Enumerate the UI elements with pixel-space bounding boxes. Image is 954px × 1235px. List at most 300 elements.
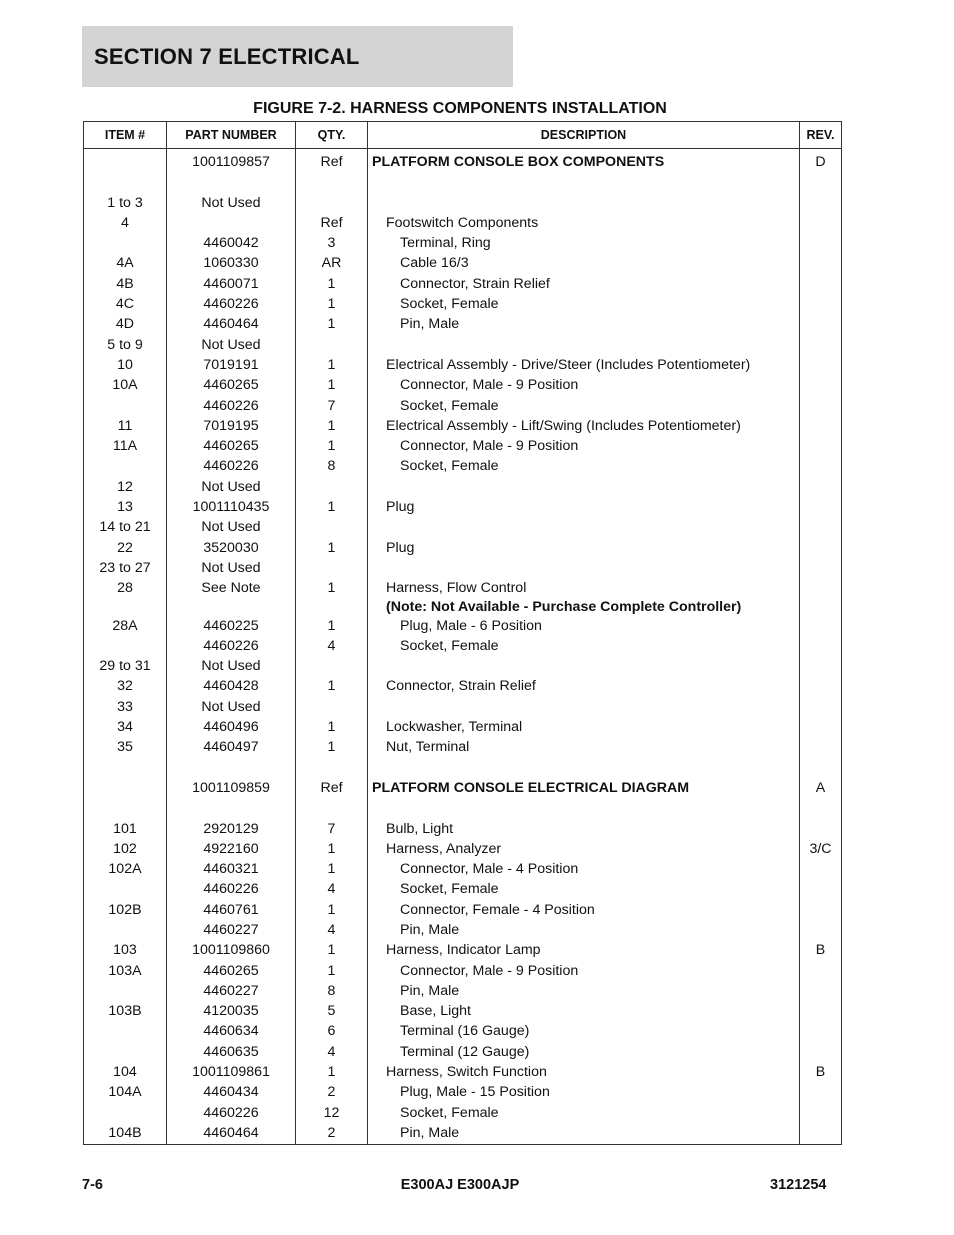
qty-cell: 1	[296, 717, 368, 737]
description-cell: Pin, Male	[368, 920, 800, 940]
part-number-cell: 4460226	[167, 396, 296, 416]
item-cell: 103B	[84, 1001, 167, 1021]
footer-page-number: 7-6	[82, 1177, 103, 1193]
qty-cell: 2	[296, 1123, 368, 1145]
table-row	[84, 375, 842, 395]
table-row	[84, 758, 842, 778]
rev-cell	[800, 314, 842, 334]
item-cell: 13	[84, 497, 167, 517]
part-number-cell: Not Used	[167, 656, 296, 676]
description-cell: Connector, Strain Relief	[368, 274, 800, 294]
qty-cell: Ref	[296, 213, 368, 233]
item-cell	[84, 981, 167, 1001]
section-title: SECTION 7 ELECTRICAL	[94, 43, 360, 69]
part-number-cell: 4460227	[167, 920, 296, 940]
table-row	[84, 778, 842, 798]
part-number-cell	[167, 798, 296, 818]
table-row	[84, 416, 842, 436]
description-cell: Connector, Male - 9 Position	[368, 436, 800, 456]
part-number-cell: 1001109860	[167, 940, 296, 960]
table-row	[84, 538, 842, 558]
description-cell: PLATFORM CONSOLE ELECTRICAL DIAGRAM	[368, 778, 800, 798]
description-cell: Socket, Female	[368, 456, 800, 476]
table-row	[84, 1042, 842, 1062]
rev-cell	[800, 294, 842, 314]
qty-cell	[296, 558, 368, 578]
table-row	[84, 314, 842, 334]
table-header-row	[84, 122, 842, 149]
part-number-cell: Not Used	[167, 558, 296, 578]
item-cell: 101	[84, 819, 167, 839]
table-row	[84, 798, 842, 818]
part-number-cell: 1001110435	[167, 497, 296, 517]
rev-cell	[800, 538, 842, 558]
rev-cell	[800, 961, 842, 981]
qty-cell: 1	[296, 940, 368, 960]
rev-cell: 3/C	[800, 839, 842, 859]
rev-cell	[800, 859, 842, 879]
rev-cell	[800, 233, 842, 253]
item-cell	[84, 636, 167, 656]
rev-cell	[800, 798, 842, 818]
description-cell: Pin, Male	[368, 314, 800, 334]
rev-cell	[800, 253, 842, 273]
table-row	[84, 497, 842, 517]
part-number-cell: 4460227	[167, 981, 296, 1001]
rev-cell	[800, 636, 842, 656]
table-row	[84, 213, 842, 233]
table-row	[84, 819, 842, 839]
item-cell	[84, 456, 167, 476]
rev-cell: B	[800, 1062, 842, 1082]
item-cell: 4	[84, 213, 167, 233]
rev-cell	[800, 558, 842, 578]
rev-cell	[800, 375, 842, 395]
description-cell	[368, 172, 800, 192]
qty-cell: 1	[296, 676, 368, 696]
qty-cell	[296, 172, 368, 192]
description-cell	[368, 558, 800, 578]
rev-cell	[800, 717, 842, 737]
table-row	[84, 656, 842, 676]
rev-cell	[800, 213, 842, 233]
table-row	[84, 149, 842, 173]
part-number-cell: 4460071	[167, 274, 296, 294]
qty-cell: 2	[296, 1082, 368, 1102]
part-number-cell: 4460634	[167, 1021, 296, 1041]
rev-cell	[800, 517, 842, 537]
qty-cell: 12	[296, 1103, 368, 1123]
table-row	[84, 456, 842, 476]
part-number-cell: 3520030	[167, 538, 296, 558]
item-cell: 28A	[84, 616, 167, 636]
table-row	[84, 396, 842, 416]
item-cell	[84, 599, 167, 616]
table-row	[84, 517, 842, 537]
rev-cell	[800, 879, 842, 899]
qty-cell: 3	[296, 233, 368, 253]
table-row	[84, 253, 842, 273]
table-row	[84, 616, 842, 636]
rev-cell	[800, 1021, 842, 1041]
item-cell	[84, 233, 167, 253]
item-cell: 102	[84, 839, 167, 859]
description-cell: Socket, Female	[368, 636, 800, 656]
item-cell: 34	[84, 717, 167, 737]
column-header-qty: QTY.	[296, 122, 368, 149]
figure-title: FIGURE 7-2. HARNESS COMPONENTS INSTALLATION	[253, 100, 667, 117]
description-cell: Terminal, Ring	[368, 233, 800, 253]
part-number-cell: 4460042	[167, 233, 296, 253]
table-row	[84, 355, 842, 375]
item-cell	[84, 920, 167, 940]
rev-cell	[800, 737, 842, 757]
rev-cell	[800, 396, 842, 416]
item-cell: 4B	[84, 274, 167, 294]
rev-cell	[800, 335, 842, 355]
qty-cell	[296, 477, 368, 497]
item-cell: 103	[84, 940, 167, 960]
item-cell	[84, 1042, 167, 1062]
description-cell: Connector, Female - 4 Position	[368, 900, 800, 920]
table-row	[84, 1103, 842, 1123]
item-cell: 104	[84, 1062, 167, 1082]
qty-cell: 1	[296, 375, 368, 395]
qty-cell: 7	[296, 819, 368, 839]
qty-cell: 4	[296, 1042, 368, 1062]
description-cell: Connector, Strain Relief	[368, 676, 800, 696]
qty-cell: 8	[296, 981, 368, 1001]
item-cell	[84, 149, 167, 173]
qty-cell	[296, 758, 368, 778]
rev-cell: D	[800, 149, 842, 173]
item-cell: 32	[84, 676, 167, 696]
item-cell: 102B	[84, 900, 167, 920]
part-number-cell: 4460226	[167, 1103, 296, 1123]
rev-cell	[800, 477, 842, 497]
description-cell	[368, 335, 800, 355]
part-number-cell	[167, 172, 296, 192]
description-cell: Electrical Assembly - Lift/Swing (Includes Potentiometer)	[368, 416, 800, 436]
qty-cell	[296, 656, 368, 676]
description-cell: Pin, Male	[368, 981, 800, 1001]
column-header-rev: REV.	[800, 122, 842, 149]
qty-cell	[296, 599, 368, 616]
qty-cell: 1	[296, 436, 368, 456]
item-cell: 10	[84, 355, 167, 375]
item-cell: 103A	[84, 961, 167, 981]
description-cell: Connector, Male - 9 Position	[368, 375, 800, 395]
qty-cell: 1	[296, 900, 368, 920]
qty-cell	[296, 798, 368, 818]
table-row	[84, 1021, 842, 1041]
qty-cell: Ref	[296, 149, 368, 173]
item-cell: 5 to 9	[84, 335, 167, 355]
qty-cell: 1	[296, 961, 368, 981]
part-number-cell	[167, 758, 296, 778]
part-number-cell: 4460428	[167, 676, 296, 696]
description-cell: Connector, Male - 4 Position	[368, 859, 800, 879]
qty-cell: AR	[296, 253, 368, 273]
item-cell: 23 to 27	[84, 558, 167, 578]
description-cell: Harness, Flow Control	[368, 578, 800, 598]
table-row	[84, 1001, 842, 1021]
description-cell: Bulb, Light	[368, 819, 800, 839]
part-number-cell: 4460321	[167, 859, 296, 879]
item-cell: 14 to 21	[84, 517, 167, 537]
qty-cell	[296, 697, 368, 717]
table-row	[84, 940, 842, 960]
table-row	[84, 294, 842, 314]
description-cell: Terminal (16 Gauge)	[368, 1021, 800, 1041]
description-cell: (Note: Not Available - Purchase Complete Controller)	[368, 599, 800, 616]
description-cell: Plug, Male - 15 Position	[368, 1082, 800, 1102]
qty-cell: 1	[296, 737, 368, 757]
part-number-cell: 4460496	[167, 717, 296, 737]
rev-cell	[800, 599, 842, 616]
qty-cell: 1	[296, 616, 368, 636]
table-row	[84, 599, 842, 616]
item-cell: 35	[84, 737, 167, 757]
description-cell: Cable 16/3	[368, 253, 800, 273]
table-row	[84, 578, 842, 598]
table-row	[84, 717, 842, 737]
rev-cell: B	[800, 940, 842, 960]
part-number-cell: 2920129	[167, 819, 296, 839]
description-cell	[368, 798, 800, 818]
table-body	[84, 149, 842, 1145]
qty-cell: 4	[296, 636, 368, 656]
part-number-cell: 4460265	[167, 961, 296, 981]
table-row	[84, 233, 842, 253]
part-number-cell: 4460226	[167, 456, 296, 476]
qty-cell: 1	[296, 497, 368, 517]
item-cell: 33	[84, 697, 167, 717]
qty-cell: 1	[296, 416, 368, 436]
qty-cell: 1	[296, 274, 368, 294]
qty-cell: 1	[296, 294, 368, 314]
part-number-cell: Not Used	[167, 517, 296, 537]
qty-cell: 1	[296, 314, 368, 334]
part-number-cell: 1001109859	[167, 778, 296, 798]
qty-cell	[296, 517, 368, 537]
table-row	[84, 1082, 842, 1102]
item-cell: 11	[84, 416, 167, 436]
table-row	[84, 737, 842, 757]
item-cell	[84, 758, 167, 778]
item-cell: 104A	[84, 1082, 167, 1102]
table-row	[84, 193, 842, 213]
description-cell: Footswitch Components	[368, 213, 800, 233]
description-cell: Socket, Female	[368, 294, 800, 314]
part-number-cell: Not Used	[167, 193, 296, 213]
table-row	[84, 1123, 842, 1145]
part-number-cell: 1060330	[167, 253, 296, 273]
description-cell: Base, Light	[368, 1001, 800, 1021]
qty-cell: 1	[296, 839, 368, 859]
part-number-cell: 4460265	[167, 436, 296, 456]
description-cell: Plug	[368, 538, 800, 558]
description-cell	[368, 477, 800, 497]
rev-cell	[800, 656, 842, 676]
qty-cell: 1	[296, 538, 368, 558]
table-row	[84, 981, 842, 1001]
description-cell: Harness, Analyzer	[368, 839, 800, 859]
part-number-cell: See Note	[167, 578, 296, 598]
rev-cell	[800, 1082, 842, 1102]
table-row	[84, 900, 842, 920]
rev-cell	[800, 1123, 842, 1145]
item-cell	[84, 798, 167, 818]
part-number-cell: 4460464	[167, 314, 296, 334]
part-number-cell: 4460635	[167, 1042, 296, 1062]
item-cell	[84, 396, 167, 416]
item-cell: 4D	[84, 314, 167, 334]
qty-cell: 1	[296, 355, 368, 375]
description-cell: Connector, Male - 9 Position	[368, 961, 800, 981]
rev-cell	[800, 616, 842, 636]
qty-cell: 1	[296, 859, 368, 879]
description-cell	[368, 517, 800, 537]
rev-cell	[800, 497, 842, 517]
part-number-cell: 4120035	[167, 1001, 296, 1021]
description-cell: Harness, Indicator Lamp	[368, 940, 800, 960]
description-cell: Terminal (12 Gauge)	[368, 1042, 800, 1062]
part-number-cell: 4460225	[167, 616, 296, 636]
part-number-cell: 4460265	[167, 375, 296, 395]
description-cell: Socket, Female	[368, 1103, 800, 1123]
rev-cell	[800, 900, 842, 920]
rev-cell	[800, 578, 842, 598]
rev-cell	[800, 819, 842, 839]
item-cell: 1 to 3	[84, 193, 167, 213]
item-cell	[84, 1021, 167, 1041]
item-cell	[84, 778, 167, 798]
item-cell: 22	[84, 538, 167, 558]
rev-cell	[800, 1042, 842, 1062]
item-cell: 29 to 31	[84, 656, 167, 676]
qty-cell	[296, 193, 368, 213]
qty-cell: 7	[296, 396, 368, 416]
column-header-item: ITEM #	[84, 122, 167, 149]
qty-cell: 1	[296, 578, 368, 598]
part-number-cell	[167, 213, 296, 233]
description-cell: Socket, Female	[368, 396, 800, 416]
rev-cell	[800, 981, 842, 1001]
description-cell: Electrical Assembly - Drive/Steer (Includes Potentiometer)	[368, 355, 800, 375]
item-cell: 4A	[84, 253, 167, 273]
qty-cell: 5	[296, 1001, 368, 1021]
description-cell: Pin, Male	[368, 1123, 800, 1145]
qty-cell	[296, 335, 368, 355]
rev-cell	[800, 274, 842, 294]
part-number-cell: 7019191	[167, 355, 296, 375]
description-cell	[368, 758, 800, 778]
table-row	[84, 839, 842, 859]
column-header-description: DESCRIPTION	[368, 122, 800, 149]
part-number-cell: 4460226	[167, 294, 296, 314]
rev-cell	[800, 676, 842, 696]
rev-cell	[800, 416, 842, 436]
parts-table	[83, 121, 842, 1145]
description-cell	[368, 193, 800, 213]
part-number-cell: 4460226	[167, 636, 296, 656]
description-cell: Nut, Terminal	[368, 737, 800, 757]
part-number-cell: Not Used	[167, 335, 296, 355]
item-cell: 4C	[84, 294, 167, 314]
description-cell	[368, 656, 800, 676]
rev-cell	[800, 697, 842, 717]
table-row	[84, 859, 842, 879]
table-row	[84, 477, 842, 497]
description-cell: Plug, Male - 6 Position	[368, 616, 800, 636]
item-cell: 28	[84, 578, 167, 598]
item-cell: 102A	[84, 859, 167, 879]
item-cell: 11A	[84, 436, 167, 456]
table-row	[84, 879, 842, 899]
part-number-cell: 4460761	[167, 900, 296, 920]
part-number-cell: 4922160	[167, 839, 296, 859]
description-cell: Lockwasher, Terminal	[368, 717, 800, 737]
part-number-cell: Not Used	[167, 477, 296, 497]
item-cell: 104B	[84, 1123, 167, 1145]
part-number-cell: 1001109857	[167, 149, 296, 173]
rev-cell	[800, 355, 842, 375]
column-header-part-number: PART NUMBER	[167, 122, 296, 149]
footer-doc-number: 3121254	[770, 1177, 827, 1193]
footer-model: E300AJ E300AJP	[400, 1177, 520, 1193]
qty-cell: 4	[296, 920, 368, 940]
description-cell: Harness, Switch Function	[368, 1062, 800, 1082]
qty-cell: Ref	[296, 778, 368, 798]
table-row	[84, 920, 842, 940]
table-row	[84, 335, 842, 355]
rev-cell	[800, 920, 842, 940]
part-number-cell	[167, 599, 296, 616]
table-row	[84, 436, 842, 456]
qty-cell: 4	[296, 879, 368, 899]
rev-cell	[800, 193, 842, 213]
table-row	[84, 676, 842, 696]
part-number-cell: 4460226	[167, 879, 296, 899]
table-row	[84, 172, 842, 192]
part-number-cell: 4460497	[167, 737, 296, 757]
part-number-cell: 4460434	[167, 1082, 296, 1102]
table-row	[84, 961, 842, 981]
part-number-cell: 4460464	[167, 1123, 296, 1145]
qty-cell: 8	[296, 456, 368, 476]
item-cell	[84, 879, 167, 899]
table-row	[84, 636, 842, 656]
qty-cell: 6	[296, 1021, 368, 1041]
rev-cell	[800, 1103, 842, 1123]
table-row	[84, 558, 842, 578]
part-number-cell: 1001109861	[167, 1062, 296, 1082]
rev-cell	[800, 172, 842, 192]
item-cell	[84, 172, 167, 192]
rev-cell: A	[800, 778, 842, 798]
description-cell: PLATFORM CONSOLE BOX COMPONENTS	[368, 149, 800, 173]
rev-cell	[800, 456, 842, 476]
item-cell: 10A	[84, 375, 167, 395]
table-row	[84, 1062, 842, 1082]
item-cell	[84, 1103, 167, 1123]
section-header	[82, 26, 513, 87]
rev-cell	[800, 436, 842, 456]
description-cell	[368, 697, 800, 717]
description-cell: Plug	[368, 497, 800, 517]
part-number-cell: Not Used	[167, 697, 296, 717]
